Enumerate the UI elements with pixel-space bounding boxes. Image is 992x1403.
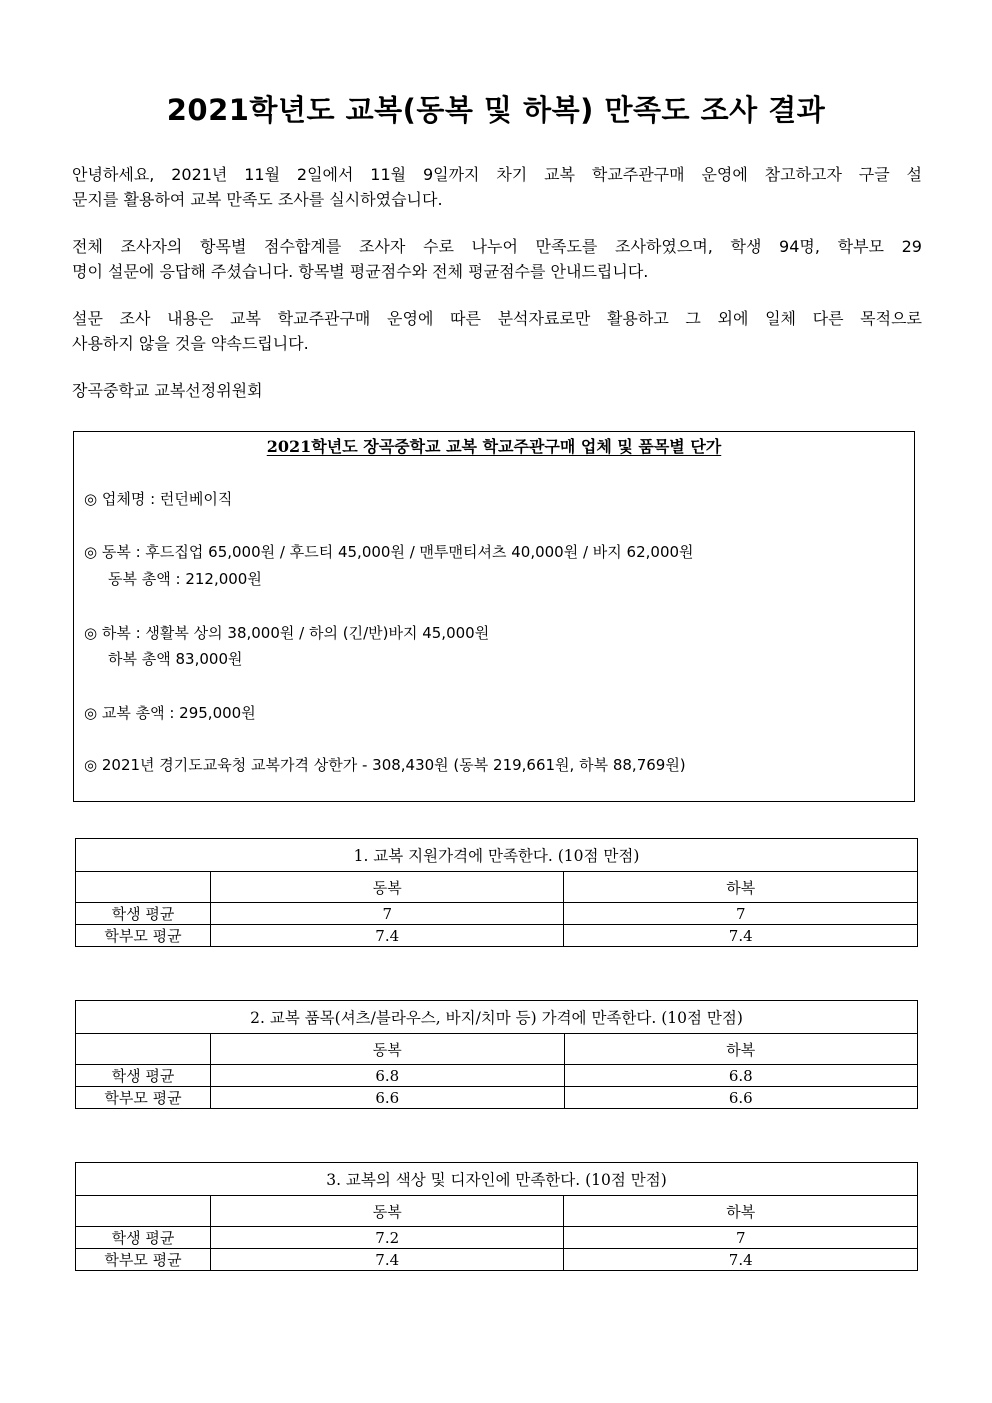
header-summer: 하복: [564, 1196, 918, 1227]
winter-value: 7: [211, 903, 564, 925]
intro-p3-line2: 사용하지 않을 것을 약속드립니다.: [72, 334, 309, 353]
summer-value: 7.4: [564, 925, 918, 947]
table-row: [76, 903, 918, 925]
row-label: 학생 평균: [76, 1227, 211, 1249]
grand-total-line: ◎ 교복 총액 : 295,000원: [84, 704, 256, 722]
winter-value: 7.2: [211, 1227, 564, 1249]
signature-text: 장곡중학교 교복선정위원회: [72, 381, 263, 400]
table-row: [76, 1087, 918, 1109]
row-label: 학생 평균: [76, 1065, 211, 1087]
summer-total-line: 하복 총액 83,000원: [108, 650, 243, 668]
header-summer: 하복: [564, 872, 918, 903]
vendor-line: ◎ 업체명 : 런던베이직: [84, 490, 233, 508]
row-label: 학생 평균: [76, 903, 211, 925]
winter-value: 7.4: [211, 925, 564, 947]
table-caption: 3. 교복의 색상 및 디자인에 만족한다. (10점 만점): [76, 1163, 918, 1196]
winter-value: 6.6: [211, 1087, 565, 1109]
header-blank-cell: [76, 1196, 211, 1227]
row-label: 학부모 평균: [76, 925, 211, 947]
intro-p3-line1: 설문 조사 내용은 교복 학교주관구매 운영에 따른 분석자료로만 활용하고 그 외에 일체 다른 목적으로: [72, 309, 922, 328]
winter-value: 7.4: [211, 1249, 564, 1271]
header-winter: 동복: [211, 1034, 565, 1065]
price-cap-line: ◎ 2021년 경기도교육청 교복가격 상한가 - 308,430원 (동복 219,661원, 하복 88,769원): [84, 756, 686, 774]
summer-items-line: ◎ 하복 : 생활복 상의 38,000원 / 하의 (긴/반)바지 45,000원: [84, 624, 490, 642]
signature: [72, 378, 922, 403]
summer-value: 7: [564, 903, 918, 925]
price-box-title: 2021학년도 장곡중학교 교복 학교주관구매 업체 및 품목별 단가: [266, 437, 722, 456]
header-blank-cell: [76, 1034, 211, 1065]
intro-paragraph-3: [72, 306, 922, 356]
table-caption: 2. 교복 품목(셔츠/블라우스, 바지/치마 등) 가격에 만족한다. (10점 만점): [76, 1001, 918, 1034]
table-caption: 1. 교복 지원가격에 만족한다. (10점 만점): [76, 839, 918, 872]
survey-table-1: [75, 838, 918, 947]
intro-p1-line1: 안녕하세요, 2021년 11월 2일에서 11월 9일까지 차기 교복 학교주관구매 운영에 참고하고자 구글 설: [72, 165, 922, 184]
table-row: [76, 1249, 918, 1271]
intro-p1-line2: 문지를 활용하여 교복 만족도 조사를 실시하였습니다.: [72, 190, 443, 209]
summer-value: 7: [564, 1227, 918, 1249]
table-row: [76, 925, 918, 947]
survey-table-2: [75, 1000, 918, 1109]
winter-items-line: ◎ 동복 : 후드집업 65,000원 / 후드티 45,000원 / 맨투맨티셔츠 40,000원 / 바지 62,000원: [84, 543, 694, 561]
summer-value: 7.4: [564, 1249, 918, 1271]
winter-value: 6.8: [211, 1065, 565, 1087]
header-blank-cell: [76, 872, 211, 903]
intro-p2-line1: 전체 조사자의 항목별 점수합계를 조사자 수로 나누어 만족도를 조사하였으며, 학생 94명, 학부모 29: [72, 237, 922, 256]
document-title: 2021학년도 교복(동복 및 하복) 만족도 조사 결과: [166, 93, 826, 127]
row-label: 학부모 평균: [76, 1087, 211, 1109]
price-info-box: [73, 431, 915, 802]
intro-paragraph-1: [72, 162, 922, 212]
table-row: [76, 1065, 918, 1087]
intro-paragraph-2: [72, 234, 922, 284]
header-summer: 하복: [564, 1034, 918, 1065]
intro-p2-line2: 명이 설문에 응답해 주셨습니다. 항목별 평균점수와 전체 평균점수를 안내드립니다.: [72, 262, 649, 281]
row-label: 학부모 평균: [76, 1249, 211, 1271]
header-winter: 동복: [211, 872, 564, 903]
summer-value: 6.6: [564, 1087, 918, 1109]
table-row: [76, 1227, 918, 1249]
header-winter: 동복: [211, 1196, 564, 1227]
winter-total-line: 동복 총액 : 212,000원: [108, 570, 262, 588]
summer-value: 6.8: [564, 1065, 918, 1087]
survey-table-3: [75, 1162, 918, 1271]
